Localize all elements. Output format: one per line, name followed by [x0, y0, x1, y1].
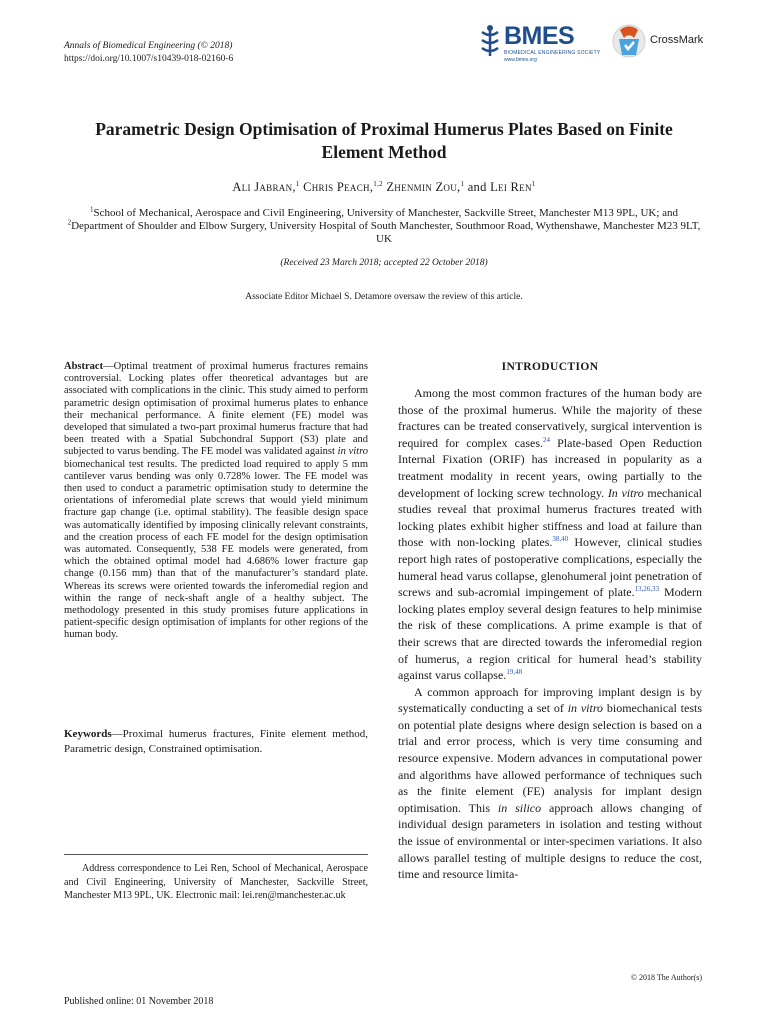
author-list	[64, 180, 704, 195]
citation-link[interactable]: 19,48	[506, 668, 523, 677]
associate-editor-note: Associate Editor Michael S. Detamore oversaw the review of this article.	[245, 292, 523, 302]
affiliation-mark: 2	[67, 218, 72, 227]
keywords	[64, 727, 368, 757]
bmes-subtitle: BIOMEDICAL ENGINEERING SOCIETY	[504, 50, 601, 56]
author-conjunction: and	[467, 180, 487, 194]
doi-link[interactable]: https://doi.org/10.1007/s10439-018-02160-6	[64, 54, 234, 64]
published-date: Published online: 01 November 2018	[64, 996, 214, 1007]
author-affiliation-mark: 1	[460, 179, 465, 188]
citation-link[interactable]: 38,40	[552, 535, 569, 544]
abstract-italic: in vitro	[337, 446, 369, 458]
author-name: Chris Peach,	[303, 180, 374, 194]
keywords-heading: Keywords	[64, 728, 112, 740]
body-italic: in silico	[497, 800, 542, 815]
citation-link[interactable]: 13,26,33	[634, 585, 660, 594]
citation-link[interactable]: 24	[542, 435, 550, 444]
bmes-emblem-icon	[478, 24, 502, 58]
copyright-notice: © 2018 The Author(s)	[630, 973, 702, 982]
abstract-heading: Abstract	[64, 361, 104, 372]
author-affiliation-mark: 1	[295, 179, 300, 188]
affiliation-conjunction: and	[662, 207, 679, 219]
affiliations	[64, 207, 704, 246]
introduction-paragraph	[398, 684, 702, 883]
abstract	[64, 361, 368, 642]
footnote-divider	[64, 854, 368, 855]
body-text: Plate-based Open Reduction Internal Fixation (ORIF) has increased in popularity as a treatment modality in recent years, owing partially to the development of locking screw technology.	[398, 435, 702, 500]
bmes-wordmark: BMES	[504, 22, 575, 50]
author-name: Ali Jabran,	[232, 180, 296, 194]
author-name: Lei Ren	[490, 180, 532, 194]
introduction-paragraph	[398, 385, 702, 684]
keywords-text: —Proximal humerus fractures, Finite element method, Parametric design, Constrained optimisation.	[64, 728, 368, 755]
body-text: Among the most common fractures of the human body are those of the proximal humerus. While the majority of these fractures can be treated conservatively, surgical intervention is required for complex cases.	[398, 386, 702, 450]
abstract-text: —Optimal treatment of proximal humerus fractures remains controversial. Locking plates offer theoretical advantages but are associated with complications in the clinic. This study aimed to perform parametric design optimisation of proximal humerus plates to enhance their mechanical performance. A finite element (FE) model was developed that simulated a two-part proximal humerus fracture that had been treated with a Spatial Subchondral Support (S3) plate and subjected to varus bending. The FE model was validated against	[64, 361, 368, 458]
body-italic: In vitro	[607, 485, 644, 500]
bmes-logo[interactable]	[478, 22, 618, 66]
affiliation-mark: 1	[89, 205, 94, 214]
author-affiliation-mark: 1	[531, 179, 536, 188]
introduction-heading: INTRODUCTION	[501, 361, 599, 373]
crossmark-label: CrossMark	[650, 34, 704, 46]
journal-name: Annals of Biomedical Engineering (© 2018)	[64, 41, 233, 51]
introduction-body	[398, 385, 702, 883]
bmes-url: www.bmes.org	[504, 57, 537, 63]
author-name: Zhenmin Zou,	[386, 180, 461, 194]
crossmark-logo[interactable]	[612, 24, 712, 60]
body-text: Modern locking plates employ several design features to help minimise the risk of these complications. A prime example is that of their screws that are directed towards the inferomedial region of humerus, a region critical for humeral head’s stability against varus collapse.	[398, 585, 702, 683]
body-text: biomechanical tests on potential plate designs where design selection is based on a trial and error process, which is very time consuming and resource expensive. Modern advances in computational power and algorithms have allowed performance of techniques such as the finite element (FE) analysis for implant design optimisation. This	[398, 701, 702, 815]
paper-title: Parametric Design Optimisation of Proximal Humerus Plates Based on Finite Element Method	[95, 119, 673, 162]
crossmark-icon	[612, 24, 646, 58]
body-text: A common approach for improving implant design is by systematically conducting a set of	[398, 684, 702, 716]
correspondence-address: Address correspondence to Lei Ren, School of Mechanical, Aerospace and Civil Engineering, University of Manchester, Sackville Street, Manchester M13 9PL, UK. Electronic mail: lei.ren@manchester.ac.uk	[64, 863, 368, 901]
affiliation-2: Department of Shoulder and Elbow Surgery, University Hospital of South Manchester, Southmoor Road, Wythenshawe, Manchester M23 9LT, UK	[71, 220, 701, 245]
body-italic: in vitro	[567, 701, 604, 716]
body-text: However, clinical studies report high rates of postoperative complications, especially the humeral head varus collapse, glenohumeral joint penetration of screws and sub-acromial impingement of plate.	[398, 535, 702, 600]
received-dates: (Received 23 March 2018; accepted 22 October 2018)	[280, 258, 488, 268]
body-text: mechanical studies reveal that proximal humerus fractures treated with locking plates exhibit higher stiffness and load at failure than those with non-locking plates.	[398, 485, 702, 550]
body-text: approach allows changing of individual design parameters in isolation and testing without the issue of environmental or inter-specimen variations. It also allows parallel testing of multiple designs to reduce the cost, time and resource limita-	[398, 800, 702, 882]
affiliation-1: School of Mechanical, Aerospace and Civil Engineering, University of Manchester, Sackville Street, Manchester M13 9PL, UK;	[93, 207, 660, 219]
abstract-text: biomechanical test results. The predicted load required to apply 5 mm cantilever varus bending was only 0.728% lower. The FE model was then used to conduct a parametric optimisation study to determine the orientations of inferomedial plate screws that would yield minimum fracture gap change (i.e. optimal stability). The feasible design space was automatically identified by imposing clinically relevant constraints, and the creation process of each FE model for the design optimisation was automated. Consequently, 538 FE models were generated, from which the obtained optimal model had 4.686% lower fracture gap change (0.156 mm) than that of the manufacturer’s standard plate. Whereas its screws were oriented towards the inferomedial region and within the range of neck-shaft angle of a healthy subject. The methodology presented in this study promises future applications in patient-specific design optimisation of implants for other regions of the human body.	[64, 458, 368, 641]
author-affiliation-mark: 1,2	[373, 179, 383, 188]
